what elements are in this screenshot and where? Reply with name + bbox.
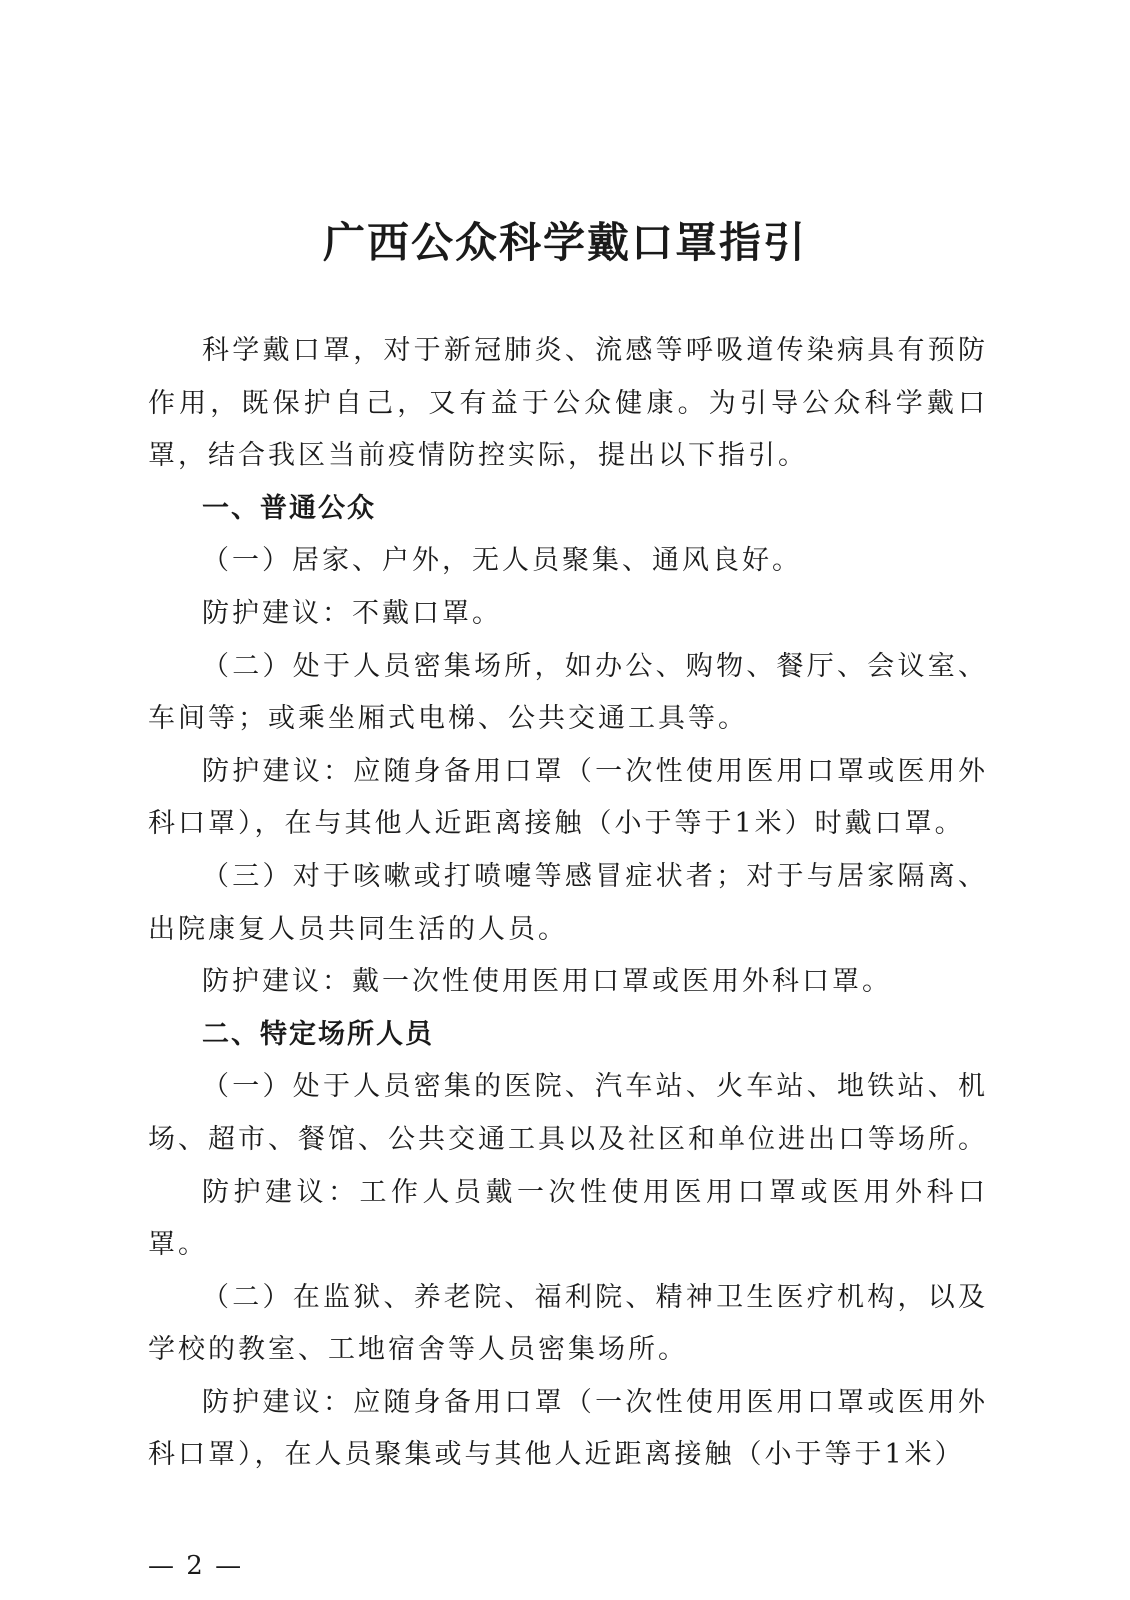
paragraph: （二）在监狱、养老院、福利院、精神卫生医疗机构，以及学校的教室、工地宿舍等人员密集场所。 [148, 1281, 988, 1366]
paragraph: 防护建议：应随身备用口罩（一次性使用医用口罩或医用外科口罩），在人员聚集或与其他人近距离接触（小于等于1米） [148, 1386, 988, 1471]
paragraph: 科学戴口罩，对于新冠肺炎、流感等呼吸道传染病具有预防作用，既保护自己，又有益于公众健康。为引导公众科学戴口罩，结合我区当前疫情防控实际，提出以下指引。 [148, 335, 988, 472]
paragraph: 防护建议：应随身备用口罩（一次性使用医用口罩或医用外科口罩），在与其他人近距离接触（小于等于1米）时戴口罩。 [148, 755, 988, 840]
document-body [148, 325, 988, 1482]
section-heading: 一、普通公众 [202, 492, 376, 524]
page-number: — 2 — [148, 1551, 244, 1581]
paragraph: 防护建议：戴一次性使用医用口罩或医用外科口罩。 [202, 966, 892, 998]
paragraph: 防护建议：工作人员戴一次性使用医用口罩或医用外科口罩。 [148, 1176, 988, 1261]
document-title: 广西公众科学戴口罩指引 [322, 218, 807, 267]
section-heading: 二、特定场所人员 [202, 1018, 434, 1050]
paragraph: （一）处于人员密集的医院、汽车站、火车站、地铁站、机场、超市、餐馆、公共交通工具以及社区和单位进出口等场所。 [148, 1071, 988, 1155]
paragraph: （一）居家、户外，无人员聚集、通风良好。 [202, 545, 802, 577]
paragraph: （三）对于咳嗽或打喷嚏等感冒症状者；对于与居家隔离、出院康复人员共同生活的人员。 [148, 860, 988, 945]
paragraph: 防护建议：不戴口罩。 [202, 597, 502, 629]
paragraph: （二）处于人员密集场所，如办公、购物、餐厅、会议室、车间等；或乘坐厢式电梯、公共交通工具等。 [148, 650, 988, 735]
